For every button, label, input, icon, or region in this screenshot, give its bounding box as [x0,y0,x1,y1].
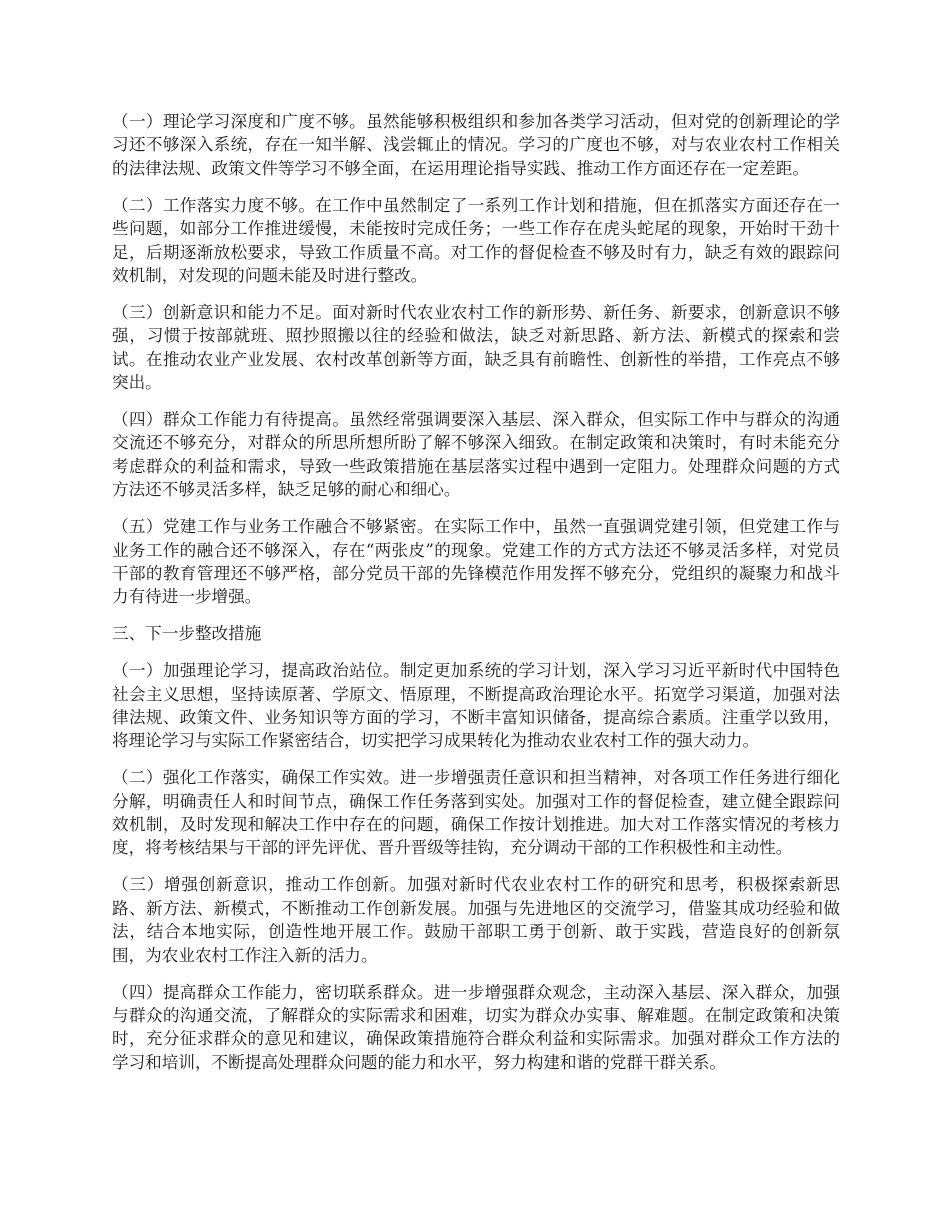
measure-paragraph-2: （二）强化工作落实，确保工作实效。进一步增强责任意识和担当精神，对各项工作任务进行细化分解，明确责任人和时间节点，确保工作任务落到实处。加强对工作的督促检查，建立健全跟踪问效机制，及时发现和解决工作中存在的问题，确保工作按计划推进。加大对工作落实情况的考核力度，将考核结果与干部的评先评优、晋升晋级等挂钩，充分调动干部的工作积极性和主动性。 [112,768,840,858]
measure-paragraph-3: （三）增强创新意识，推动工作创新。加强对新时代农业农村工作的研究和思考，积极探索新思路、新方法、新模式，不断推动工作创新发展。加强与先进地区的交流学习，借鉴其成功经验和做法，结合本地实际，创造性地开展工作。鼓励干部职工勇于创新、敢于实践，营造良好的创新氛围，为农业农村工作注入新的活力。 [112,875,840,965]
problem-paragraph-2: （二）工作落实力度不够。在工作中虽然制定了一系列工作计划和措施，但在抓落实方面还存在一些问题，如部分工作推进缓慢，未能按时完成任务；一些工作存在虎头蛇尾的现象，开始时干劲十足，后期逐渐放松要求，导致工作质量不高。对工作的督促检查不够及时有力，缺乏有效的跟踪问效机制，对发现的问题未能及时进行整改。 [112,195,840,285]
measure-paragraph-1: （一）加强理论学习，提高政治站位。制定更加系统的学习计划，深入学习习近平新时代中国特色社会主义思想，坚持读原著、学原文、悟原理，不断提高政治理论水平。拓宽学习渠道，加强对法律法规、政策文件、业务知识等方面的学习，不断丰富知识储备，提高综合素质。注重学以致用，将理论学习与实际工作紧密结合，切实把学习成果转化为推动农业农村工作的强大动力。 [112,661,840,751]
section-heading: 三、下一步整改措施 [112,624,262,644]
problem-paragraph-5: （五）党建工作与业务工作融合不够紧密。在实际工作中，虽然一直强调党建引领，但党建工作与业务工作的融合还不够深入，存在“两张皮”的现象。党建工作的方式方法还不够灵活多样，对党员干部的教育管理还不够严格，部分党员干部的先锋模范作用发挥不够充分，党组织的凝聚力和战斗力有待进一步增强。 [112,517,840,607]
document-page [112,110,840,1088]
problem-paragraph-4: （四）群众工作能力有待提高。虽然经常强调要深入基层、深入群众，但实际工作中与群众的沟通交流还不够充分，对群众的所思所想所盼了解不够深入细致。在制定政策和决策时，有时未能充分考虑群众的利益和需求，导致一些政策措施在基层落实过程中遇到一定阻力。处理群众问题的方式方法还不够灵活多样，缺乏足够的耐心和细心。 [112,409,840,500]
measure-paragraph-4: （四）提高群众工作能力，密切联系群众。进一步增强群众观念，主动深入基层、深入群众，加强与群众的沟通交流，了解群众的实际需求和困难，切实为群众办实事、解难题。在制定政策和决策时，充分征求群众的意见和建议，确保政策措施符合群众利益和实际需求。加强对群众工作方法的学习和培训，不断提高处理群众问题的能力和水平，努力构建和谐的党群干群关系。 [112,982,840,1072]
problem-paragraph-3: （三）创新意识和能力不足。面对新时代农业农村工作的新形势、新任务、新要求，创新意识不够强，习惯于按部就班、照抄照搬以往的经验和做法，缺乏对新思路、新方法、新模式的探索和尝试。在推动农业产业发展、农村改革创新等方面，缺乏具有前瞻性、创新性的举措，工作亮点不够突出。 [112,302,840,393]
problem-paragraph-1: （一）理论学习深度和广度不够。虽然能够积极组织和参加各类学习活动，但对党的创新理论的学习还不够深入系统，存在一知半解、浅尝辄止的情况。学习的广度也不够，对与农业农村工作相关的法律法规、政策文件等学习不够全面，在运用理论指导实践、推动工作方面还存在一定差距。 [112,112,840,178]
